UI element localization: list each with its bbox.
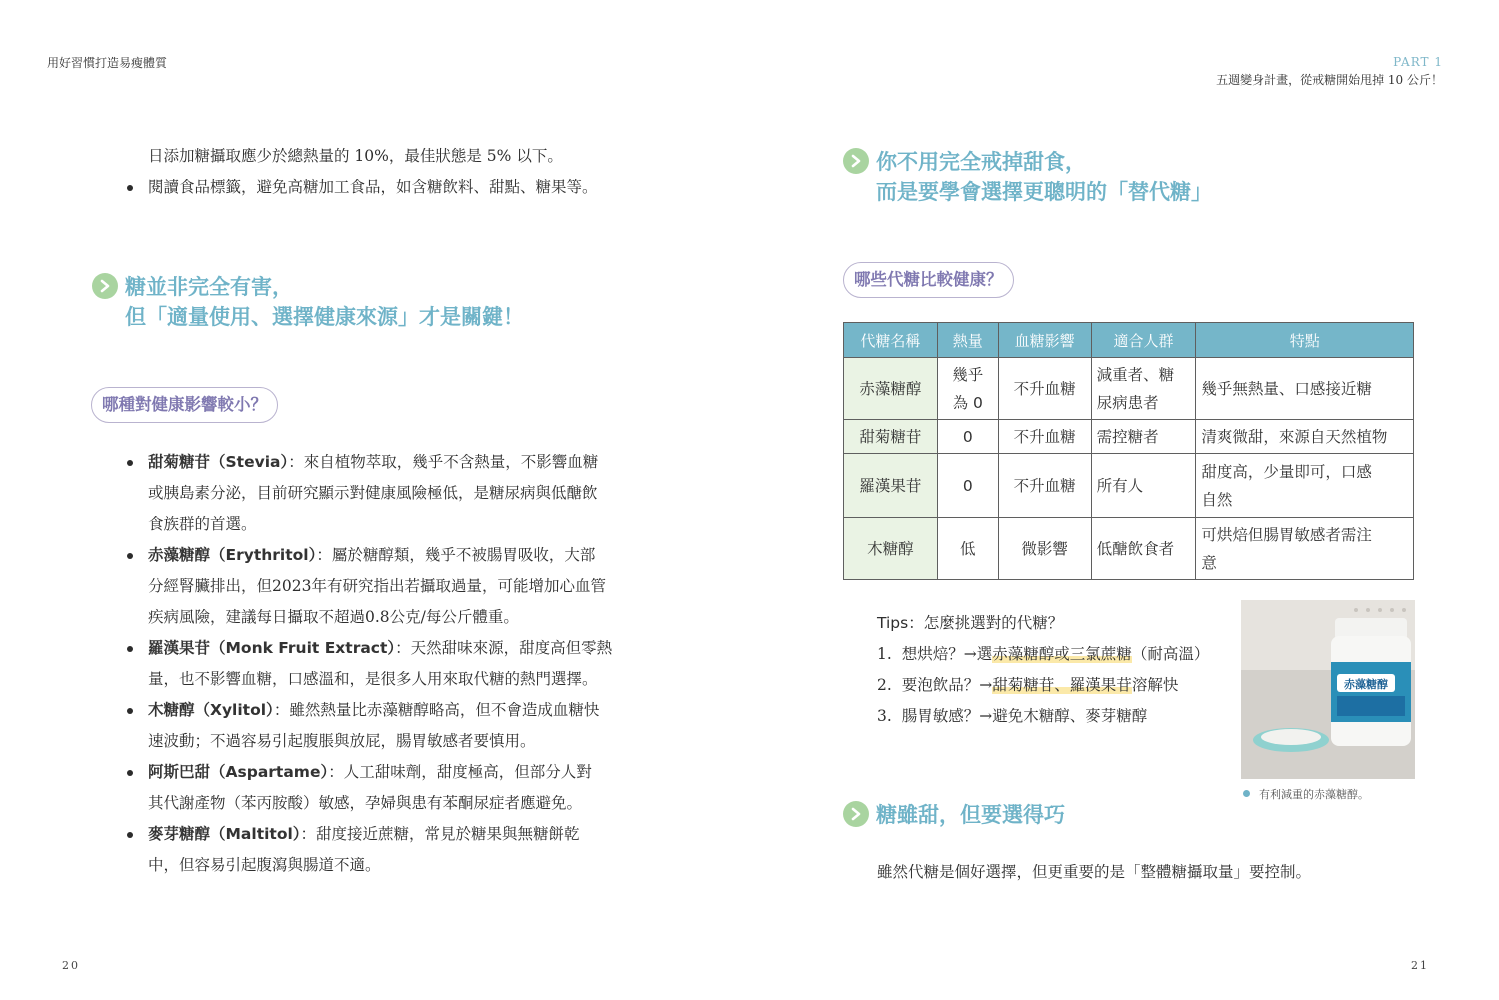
cell-group [1091,454,1196,518]
part-label: PART 1 [1393,55,1443,69]
table-row [844,358,1414,420]
heading-line-1: 糖並非完全有害， [125,275,293,299]
heading-line-2: 但「適量使用、選擇健康來源」才是關鍵！ [125,305,524,329]
sweetener-desc-line: 或胰島素分泌，目前研究顯示對健康風險極低，是糖尿病與低醣飲 [148,484,598,502]
sweetener-desc-line: ：雖然熱量比赤藻糖醇略高，但不會造成血糖快 [273,701,600,719]
tip-item [877,701,1247,732]
cell-calorie [937,358,998,420]
heading-line-2: 而是要學會選擇更聰明的「替代糖」 [876,180,1212,204]
column-header: 代糖名稱 [844,323,938,358]
chevron-right-icon [843,801,869,827]
tips-block [877,608,1247,732]
intro-bullet: 閱讀食品標籤，避免高糖加工食品，如含糖飲料、甜點、糖果等。 [148,172,668,203]
chevron-right-icon [92,273,118,299]
sweetener-table [843,322,1414,580]
tip-item [877,670,1247,701]
cell-feature [1196,518,1414,580]
tip-number: 1. [877,645,892,663]
sweetener-term: 麥芽糖醇（Maltitol） [148,825,301,843]
section-heading-right-2 [843,800,1243,830]
sweetener-term: 羅漢果苷（Monk Fruit Extract） [148,639,396,657]
cell-blood-sugar: 不升血糖 [998,454,1091,518]
tip-text: 想烘焙？→選 [901,645,993,663]
sweetener-desc-line: 食族群的首選。 [148,515,257,533]
erythritol-photo [1241,600,1415,779]
sweetener-item [148,447,668,540]
cell-group [1091,518,1196,580]
feature-line: 幾乎無熱量、口感接近糖 [1201,379,1372,398]
heading-line: 糖雖甜，但要選得巧 [876,803,1065,827]
tip-text-after: （耐高溫） [1131,645,1210,663]
cell-feature [1196,358,1414,420]
photo-jar-label: 赤藻糖醇 [1344,678,1388,691]
sweetener-term: 木糖醇（Xylitol） [148,701,274,719]
cell-blood-sugar: 不升血糖 [998,420,1091,454]
sweetener-desc-line: ：人工甜味劑，甜度極高，但部分人對 [328,763,592,781]
cell-blood-sugar: 不升血糖 [998,358,1091,420]
sweetener-term: 阿斯巴甜（Aspartame） [148,763,329,781]
feature-line: 甜度高，少量即可，口感 [1201,462,1372,481]
tip-item [877,639,1247,670]
section-heading-right [843,147,1403,207]
column-header: 血糖影響 [998,323,1091,358]
table-row [844,420,1414,454]
calorie-line: 0 [962,476,973,495]
sweetener-item [148,540,668,633]
sweetener-desc-line: 中，但容易引起腹瀉與腸道不適。 [148,856,381,874]
table-header-row [844,323,1414,358]
page-number-right: 21 [1411,959,1429,972]
cell-name: 甜菊糖苷 [844,420,938,454]
feature-line: 自然 [1201,490,1233,509]
cell-name: 赤藻糖醇 [844,358,938,420]
cell-group [1091,420,1196,454]
calorie-line: 幾乎 [952,365,984,384]
feature-line: 意 [1201,553,1217,572]
sweetener-item [148,757,668,819]
tip-text: 要泡飲品？→ [901,676,993,694]
tip-text-after: 溶解快 [1131,676,1179,694]
sweetener-desc-line: ：屬於糖醇類，幾乎不被腸胃吸收，大部 [316,546,596,564]
caption-bullet-icon [1243,790,1250,797]
sweetener-desc-line: 疾病風險，建議每日攝取不超過0.8公克/每公斤體重。 [148,608,519,626]
tip-highlight: 赤藻糖醇或三氯蔗糖 [992,645,1132,663]
cell-calorie [937,420,998,454]
heading-line-1: 你不用完全戒掉甜食， [876,150,1086,174]
sweetener-term: 甜菊糖苷（Stevia） [148,453,289,471]
sweetener-desc-line: 速波動；不過容易引起腹脹與放屁，腸胃敏感者要慎用。 [148,732,536,750]
cell-name: 羅漢果苷 [844,454,938,518]
tip-text: 腸胃敏感？→避免木糖醇、麥芽糖醇 [901,707,1148,725]
sweetener-desc-line: ：天然甜味來源，甜度高但零熱 [395,639,613,657]
cell-name: 木糖醇 [844,518,938,580]
calorie-line: 為 0 [952,393,983,412]
cell-group [1091,358,1196,420]
tips-title: Tips：怎麼挑選對的代糖？ [877,614,1064,632]
sweetener-desc-line: ：甜度接近蔗糖，常見於糖果與無糖餅乾 [300,825,580,843]
cell-blood-sugar: 微影響 [998,518,1091,580]
tip-highlight: 甜菊糖苷、羅漢果苷 [992,676,1132,694]
page-number-left: 20 [62,959,80,972]
running-head-right [1216,53,1443,89]
group-line: 所有人 [1096,476,1144,495]
closing-text: 雖然代糖是個好選擇，但更重要的是「整體糖攝取量」要控制。 [877,863,1312,881]
group-line: 低醣飲食者 [1096,539,1175,558]
caption-text: 有利減重的赤藻糖醇。 [1259,788,1369,801]
photo-caption [1243,786,1369,802]
tip-number: 3. [877,707,892,725]
calorie-line: 0 [962,427,973,446]
cell-calorie [937,518,998,580]
group-line: 需控糖者 [1096,427,1159,446]
sweetener-desc-line: 分經腎臟排出，但2023年有研究指出若攝取過量，可能增加心血管 [148,577,606,595]
section-heading-left [92,272,652,332]
table-row [844,454,1414,518]
column-header: 適合人群 [1091,323,1196,358]
sweetener-item [148,695,668,757]
sweetener-item [148,633,668,695]
feature-line: 清爽微甜，來源自天然植物 [1201,427,1388,446]
intro-line: 日添加糖攝取應少於總熱量的 10%，最佳狀態是 5% 以下。 [148,147,563,165]
sweetener-list [148,447,668,881]
chapter-title: 五週變身計畫，從戒糖開始甩掉 10 公斤！ [1216,73,1443,87]
column-header: 熱量 [937,323,998,358]
subheading-pill-left: 哪種對健康影響較小？ [91,387,278,423]
chevron-right-icon [843,148,869,174]
feature-line: 可烘焙但腸胃敏感者需注 [1201,525,1372,544]
running-head-left: 用好習慣打造易瘦體質 [47,56,168,70]
group-line: 減重者、糖 [1096,365,1175,384]
sweetener-item [148,819,668,881]
tip-number: 2. [877,676,892,694]
cell-calorie [937,454,998,518]
table-row [844,518,1414,580]
intro-block [148,141,668,203]
group-line: 尿病患者 [1096,393,1159,412]
subheading-pill-right: 哪些代糖比較健康？ [843,262,1014,298]
column-header: 特點 [1196,323,1414,358]
cell-feature [1196,420,1414,454]
cell-feature [1196,454,1414,518]
sweetener-desc-line: 其代謝產物（苯丙胺酸）敏感，孕婦與患有苯酮尿症者應避免。 [148,794,583,812]
sweetener-desc-line: 量，也不影響血糖，口感溫和，是很多人用來取代糖的熱門選擇。 [148,670,598,688]
sweetener-term: 赤藻糖醇（Erythritol） [148,546,317,564]
calorie-line: 低 [960,539,976,558]
sweetener-desc-line: ：來自植物萃取，幾乎不含熱量，不影響血糖 [288,453,599,471]
